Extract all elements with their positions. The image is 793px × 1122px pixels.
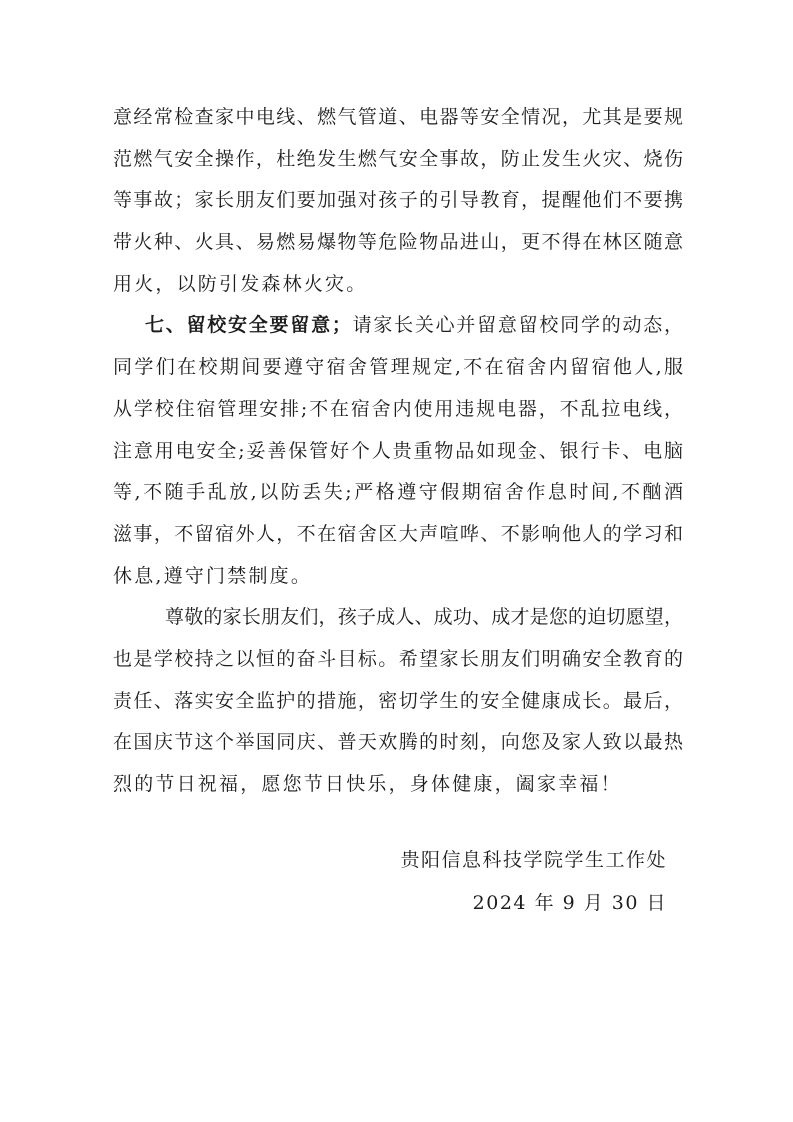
text-line: 烈的节日祝福，愿您节日快乐，身体健康，阖家幸福！ xyxy=(113,773,622,795)
section-heading-continuation: 请家长关心并留意留校同学的动态， xyxy=(350,314,683,337)
text-line: 也是学校持之以恒的奋斗目标。希望家长朋友们明确安全教育的 xyxy=(113,647,683,670)
paragraph-dorm-safety xyxy=(113,305,683,597)
text-line: 等事故；家长朋友们要加强对孩子的引导教育，提醒他们不要携 xyxy=(113,189,683,212)
text-line: 尊敬的家长朋友们，孩子成人、成功、成才是您的迫切愿望， xyxy=(165,606,683,629)
section-heading: 七、留校安全要留意； xyxy=(145,314,351,337)
text-line: 在国庆节这个举国同庆、普天欢腾的时刻，向您及家人致以最热 xyxy=(113,731,683,754)
text-line: 滋事，不留宿外人，不在宿舍区大声喧哗、不影响他人的学习和 xyxy=(113,522,683,545)
text-line: 范燃气安全操作，杜绝发生燃气安全事故，防止发生火灾、烧伤 xyxy=(113,147,683,170)
signature-block xyxy=(113,840,683,925)
text-line: 等,不随手乱放,以防丢失;严格遵守假期宿舍作息时间,不酗酒 xyxy=(113,481,683,504)
letter-body xyxy=(113,97,683,925)
text-line: 同学们在校期间要遵守宿舍管理规定,不在宿舍内留宿他人,服 xyxy=(113,356,683,379)
section-heading-line xyxy=(113,305,683,347)
paragraph-closing-wishes xyxy=(113,597,683,805)
text-line: 责任、落实安全监护的措施，密切学生的安全健康成长。最后， xyxy=(113,689,683,712)
text-line: 用火，以防引发森林火灾。 xyxy=(113,272,368,295)
text-line: 注意用电安全;妥善保管好个人贵重物品如现金、银行卡、电脑 xyxy=(113,439,683,462)
signature-date: 2024 年 9 月 30 日 xyxy=(472,892,667,915)
text-line: 意经常检查家中电线、燃气管道、电器等安全情况，尤其是要规 xyxy=(113,106,683,128)
signature-org: 贵阳信息科技学院学生工作处 xyxy=(400,848,667,871)
text-line: 从学校住宿管理安排;不在宿舍内使用违规电器，不乱拉电线， xyxy=(113,397,683,420)
paragraph-home-fire-safety xyxy=(113,97,683,305)
text-line: 带火种、火具、易燃易爆物等危险物品进山，更不得在林区随意 xyxy=(113,231,683,254)
text-line: 休息,遵守门禁制度。 xyxy=(113,564,313,587)
